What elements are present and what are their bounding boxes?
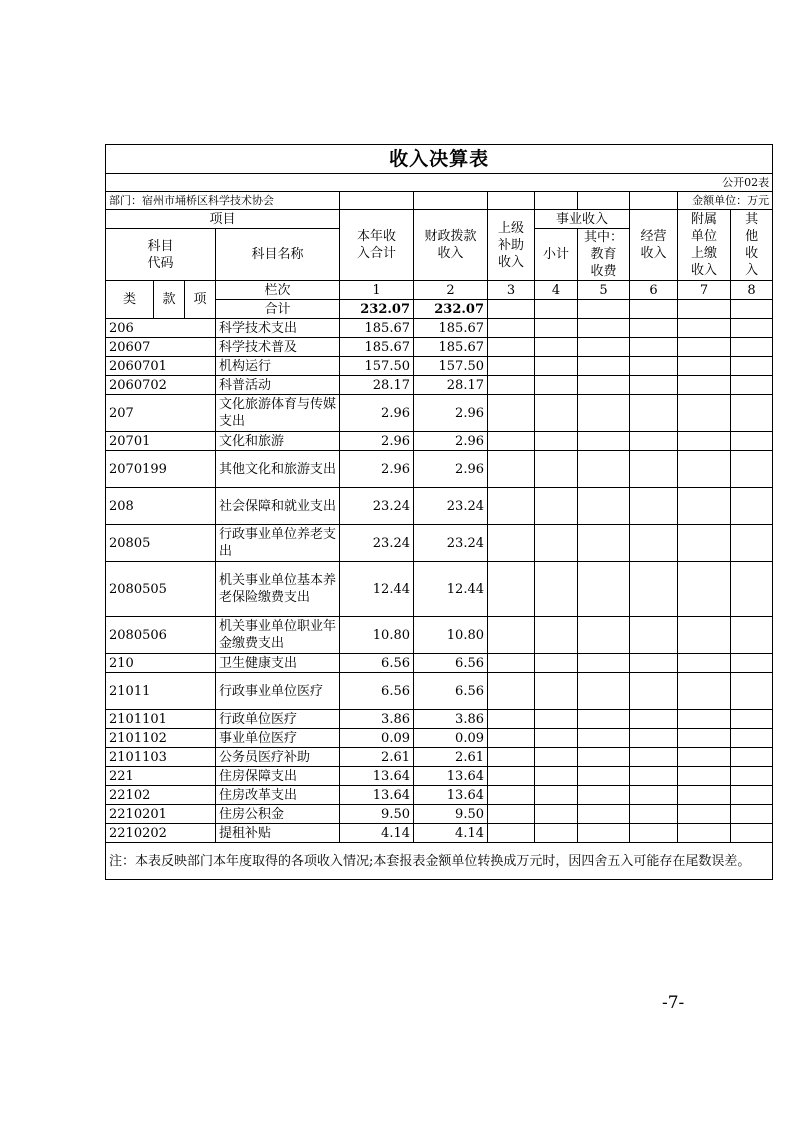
header-career: 事业收入: [535, 210, 630, 229]
row-fiscal: 9.50: [414, 805, 488, 824]
row-fiscal: 12.44: [414, 562, 488, 617]
row-name: 机关事业单位基本养老保险缴费支出: [216, 562, 340, 617]
header-item: 项目: [106, 210, 340, 229]
total-sum: 232.07: [340, 300, 414, 319]
row-fiscal: 4.14: [414, 824, 488, 843]
table-note: 注：本表反映部门本年度取得的各项收入情况;本套报表金额单位转换成万元时，因四舍五入可能存在尾数误差。: [106, 843, 773, 880]
row-total: 2.96: [340, 451, 414, 488]
row-code: 2080505: [106, 562, 216, 617]
row-code: 21011: [106, 673, 216, 710]
table-row: [106, 729, 773, 748]
row-name: 科普活动: [216, 376, 340, 395]
header-edu-fee: 其中： 教育 收费: [578, 229, 630, 281]
row-total: 12.44: [340, 562, 414, 617]
header-lei: 类: [106, 281, 154, 319]
row-name: 社会保障和就业支出: [216, 488, 340, 525]
table-row: [106, 432, 773, 451]
row-total: 4.14: [340, 824, 414, 843]
row-total: 13.64: [340, 767, 414, 786]
table-row: [106, 617, 773, 654]
row-code: 2060702: [106, 376, 216, 395]
fiscal-sum: 232.07: [414, 300, 488, 319]
row-code: 206: [106, 319, 216, 338]
row-fiscal: 2.96: [414, 451, 488, 488]
header-heji: 合计: [216, 300, 340, 319]
row-total: 2.96: [340, 395, 414, 432]
row-name: 提租补贴: [216, 824, 340, 843]
row-fiscal: 6.56: [414, 654, 488, 673]
row-fiscal: 185.67: [414, 319, 488, 338]
header-xiang: 项: [185, 281, 216, 319]
row-total: 185.67: [340, 319, 414, 338]
row-name: 行政事业单位医疗: [216, 673, 340, 710]
row-total: 2.61: [340, 748, 414, 767]
row-total: 28.17: [340, 376, 414, 395]
row-code: 20701: [106, 432, 216, 451]
table-row: [106, 786, 773, 805]
row-total: 6.56: [340, 673, 414, 710]
row-name: 公务员医疗补助: [216, 748, 340, 767]
row-name: 事业单位医疗: [216, 729, 340, 748]
row-name: 文化旅游体育与传媒支出: [216, 395, 340, 432]
row-fiscal: 3.86: [414, 710, 488, 729]
row-total: 23.24: [340, 525, 414, 562]
unit-label: 金额单位：万元: [678, 192, 773, 210]
header-total: 本年收 入合计: [340, 210, 414, 281]
row-total: 9.50: [340, 805, 414, 824]
row-code: 2210202: [106, 824, 216, 843]
row-name: 住房改革支出: [216, 786, 340, 805]
table-row: [106, 395, 773, 432]
row-fiscal: 2.96: [414, 432, 488, 451]
table-row: [106, 376, 773, 395]
header-superior: 上级 补助 收入: [488, 210, 535, 281]
row-fiscal: 157.50: [414, 357, 488, 376]
row-code: 2060701: [106, 357, 216, 376]
row-name: 卫生健康支出: [216, 654, 340, 673]
table-row: [106, 824, 773, 843]
row-total: 0.09: [340, 729, 414, 748]
row-code: 20805: [106, 525, 216, 562]
row-total: 6.56: [340, 654, 414, 673]
row-code: 2210201: [106, 805, 216, 824]
table-row: [106, 488, 773, 525]
row-code: 221: [106, 767, 216, 786]
row-code: 2070199: [106, 451, 216, 488]
row-code: 2101101: [106, 710, 216, 729]
row-fiscal: 2.61: [414, 748, 488, 767]
row-total: 23.24: [340, 488, 414, 525]
row-code: 2101102: [106, 729, 216, 748]
row-code: 2101103: [106, 748, 216, 767]
income-table: [105, 144, 773, 880]
row-total: 157.50: [340, 357, 414, 376]
table-row: [106, 451, 773, 488]
row-name: 行政事业单位养老支出: [216, 525, 340, 562]
table-row: [106, 525, 773, 562]
table-row: [106, 562, 773, 617]
row-fiscal: 6.56: [414, 673, 488, 710]
table-row: [106, 710, 773, 729]
row-fiscal: 13.64: [414, 786, 488, 805]
header-attached: 附属 单位 上缴 收入: [678, 210, 731, 281]
row-fiscal: 185.67: [414, 338, 488, 357]
row-fiscal: 0.09: [414, 729, 488, 748]
col-num: 8: [731, 281, 773, 300]
row-fiscal: 28.17: [414, 376, 488, 395]
table-row: [106, 767, 773, 786]
page-number: -7-: [662, 993, 685, 1013]
table-row: [106, 338, 773, 357]
row-fiscal: 10.80: [414, 617, 488, 654]
header-other: 其 他 收 入: [731, 210, 773, 281]
header-fiscal: 财政拨款 收入: [414, 210, 488, 281]
row-fiscal: 23.24: [414, 488, 488, 525]
row-name: 科学技术支出: [216, 319, 340, 338]
col-num: 5: [578, 281, 630, 300]
row-name: 住房公积金: [216, 805, 340, 824]
row-name: 行政单位医疗: [216, 710, 340, 729]
row-code: 20607: [106, 338, 216, 357]
row-total: 2.96: [340, 432, 414, 451]
row-total: 185.67: [340, 338, 414, 357]
table-row: [106, 805, 773, 824]
row-name: 文化和旅游: [216, 432, 340, 451]
header-lanci: 栏次: [216, 281, 340, 300]
table-row: [106, 654, 773, 673]
row-total: 3.86: [340, 710, 414, 729]
col-num: 7: [678, 281, 731, 300]
col-num: 2: [414, 281, 488, 300]
header-business: 经营 收入: [630, 210, 678, 281]
row-total: 13.64: [340, 786, 414, 805]
col-num: 6: [630, 281, 678, 300]
row-name: 科学技术普及: [216, 338, 340, 357]
department-label: 部门：宿州市埇桥区科学技术协会: [106, 192, 340, 210]
table-row: [106, 673, 773, 710]
header-code: 科目 代码: [106, 229, 216, 281]
form-code: 公开02表: [106, 174, 773, 192]
row-name: 其他文化和旅游支出: [216, 451, 340, 488]
row-fiscal: 2.96: [414, 395, 488, 432]
table-row: [106, 319, 773, 338]
table-row: [106, 748, 773, 767]
header-name: 科目名称: [216, 229, 340, 281]
row-code: 2080506: [106, 617, 216, 654]
col-num: 3: [488, 281, 535, 300]
row-code: 210: [106, 654, 216, 673]
col-num: 1: [340, 281, 414, 300]
row-fiscal: 13.64: [414, 767, 488, 786]
row-code: 22102: [106, 786, 216, 805]
row-code: 208: [106, 488, 216, 525]
header-kuan: 款: [154, 281, 185, 319]
row-fiscal: 23.24: [414, 525, 488, 562]
col-num: 4: [535, 281, 578, 300]
row-name: 住房保障支出: [216, 767, 340, 786]
header-subtotal: 小计: [535, 229, 578, 281]
table-title: 收入决算表: [106, 145, 773, 174]
table-row: [106, 357, 773, 376]
row-name: 机关事业单位职业年金缴费支出: [216, 617, 340, 654]
row-code: 207: [106, 395, 216, 432]
row-total: 10.80: [340, 617, 414, 654]
row-name: 机构运行: [216, 357, 340, 376]
